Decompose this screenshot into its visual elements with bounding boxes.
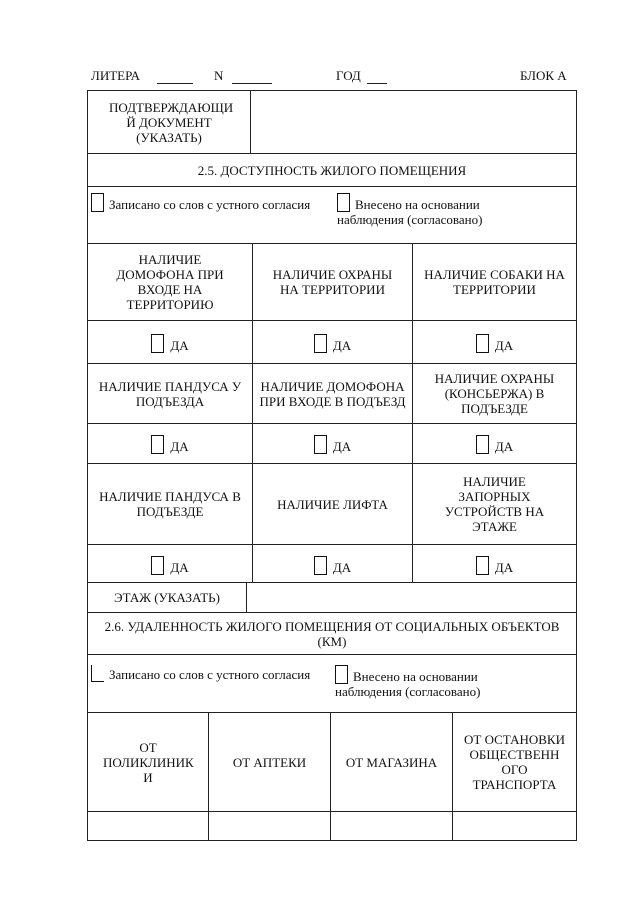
yes-floor-locks [413,545,576,575]
option-verbal [91,193,311,212]
yes-elevator [253,545,412,575]
grid-line [87,186,577,187]
block-label: БЛОК А [520,68,567,83]
col-transport-stop [453,713,576,811]
n-label: N [214,68,224,83]
yes-ramp-inside [88,545,252,575]
grid-line [87,90,577,91]
col-polyclinic [88,713,208,811]
checkbox-verbal[interactable] [91,665,104,682]
checkbox-yes[interactable] [314,334,327,353]
yes-label: ДА [494,560,514,575]
cell-ramp-inside [88,464,252,544]
confirm-doc-text: ПОДТВЕРЖДАЮЩИ Й ДОКУМЕНТ (УКАЗАТЬ) [109,99,234,145]
yes-concierge-entrance [413,424,576,454]
litera-label: ЛИТЕРА [91,68,141,83]
col-label-4: ОТ ОСТАНОВКИ ОБЩЕСТВЕНН ОГО ТРАНСПОРТА [464,732,565,792]
checkbox-observed[interactable] [335,665,348,684]
god-label: ГОД [336,68,361,83]
cell-intercom-entrance [253,364,412,423]
row2-label-2: НАЛИЧИЕ ДОМОФОНА ПРИ ВХОДЕ В ПОДЪЕЗД [259,378,406,409]
row1-label-3: НАЛИЧИЕ СОБАКИ НА ТЕРРИТОРИИ [424,267,565,297]
grid-line [576,90,577,840]
floor-label: ЭТАЖ (УКАЗАТЬ) [114,590,220,605]
yes-dog-territory [413,321,576,353]
yes-label: ДА [494,338,514,353]
litera-field[interactable] [157,71,193,84]
checkbox-yes[interactable] [476,435,489,454]
row3-label-2: НАЛИЧИЕ ЛИФТА [277,496,388,512]
yes-intercom-territory [88,321,252,353]
header-line [91,68,581,86]
row3-label-3: НАЛИЧИЕ ЗАПОРНЫХ УСТРОЙСТВ НА ЭТАЖЕ [444,474,545,534]
yes-label: ДА [332,560,352,575]
checkbox-yes[interactable] [314,435,327,454]
yes-ramp-entrance [88,424,252,454]
col-label-2: ОТ АПТЕКИ [232,754,307,770]
cell-intercom-territory [88,244,252,320]
checkbox-yes[interactable] [151,435,164,454]
grid-line [246,582,247,612]
yes-label: ДА [332,439,352,454]
yes-label: ДА [170,560,189,575]
option-verbal-2-6 [91,665,311,682]
god-field[interactable] [367,71,387,84]
option-observed-label: Внесено на основании наблюдения (согласовано) [335,669,481,699]
checkbox-yes[interactable] [151,334,164,353]
option-observed [337,193,547,227]
section-2-5-title: 2.5. ДОСТУПНОСТЬ ЖИЛОГО ПОМЕЩЕНИЯ [197,162,467,178]
row1-label-2: НАЛИЧИЕ ОХРАНЫ НА ТЕРРИТОРИИ [272,267,393,297]
cell-dog-territory [413,244,576,320]
option-verbal-label: Записано со слов с устного согласия [109,667,311,682]
grid-line [87,612,577,613]
field-pharmacy-km[interactable] [210,812,329,839]
yes-intercom-entrance [253,424,412,454]
cell-floor-locks [413,464,576,544]
col-label-1: ОТ ПОЛИКЛИНИК И [103,739,194,785]
n-field[interactable] [232,71,272,84]
field-transport-km[interactable] [454,812,575,839]
grid-line [250,90,251,153]
option-verbal-label: Записано со слов с устного согласия [109,197,311,212]
checkbox-yes[interactable] [151,556,164,575]
confirm-doc-label [88,94,250,150]
row2-label-1: НАЛИЧИЕ ПАНДУСА У ПОДЪЕЗДА [98,378,242,409]
row1-label-1: НАЛИЧИЕ ДОМОФОНА ПРИ ВХОДЕ НА ТЕРРИТОРИЮ [116,252,224,312]
cell-ramp-entrance [88,364,252,423]
yes-label: ДА [170,439,189,454]
yes-guard-territory [253,321,412,353]
option-observed-label: Внесено на основании наблюдения (согласовано) [337,197,483,227]
checkbox-observed[interactable] [337,193,350,212]
confirm-doc-field[interactable] [252,92,574,151]
field-polyclinic-km[interactable] [89,812,207,839]
grid-line [87,153,577,154]
option-observed-2-6 [335,665,545,699]
yes-label: ДА [494,439,514,454]
yes-label: ДА [170,338,189,353]
row3-label-1: НАЛИЧИЕ ПАНДУСА В ПОДЪЕЗДЕ [99,489,241,519]
col-shop [331,713,452,811]
grid-line [87,840,577,841]
cell-elevator [253,464,412,544]
checkbox-yes[interactable] [314,556,327,575]
col-pharmacy [209,713,330,811]
cell-guard-territory [253,244,412,320]
cell-concierge-entrance [413,364,576,423]
row2-label-3: НАЛИЧИЕ ОХРАНЫ (КОНСЬЕРЖА) В ПОДЪЕЗДЕ [434,371,555,416]
yes-label: ДА [332,338,352,353]
col-label-3: ОТ МАГАЗИНА [345,754,438,770]
floor-field[interactable] [248,584,574,611]
checkbox-yes[interactable] [476,334,489,353]
section-2-6-title-text: 2.6. УДАЛЕННОСТЬ ЖИЛОГО ПОМЕЩЕНИЯ ОТ СОЦИАЛЬНЫХ ОБЪЕКТОВ (КМ) [104,619,560,649]
grid-line [87,654,577,655]
checkbox-verbal[interactable] [91,193,104,212]
checkbox-yes[interactable] [476,556,489,575]
section-2-6-title [88,614,576,654]
field-shop-km[interactable] [332,812,451,839]
